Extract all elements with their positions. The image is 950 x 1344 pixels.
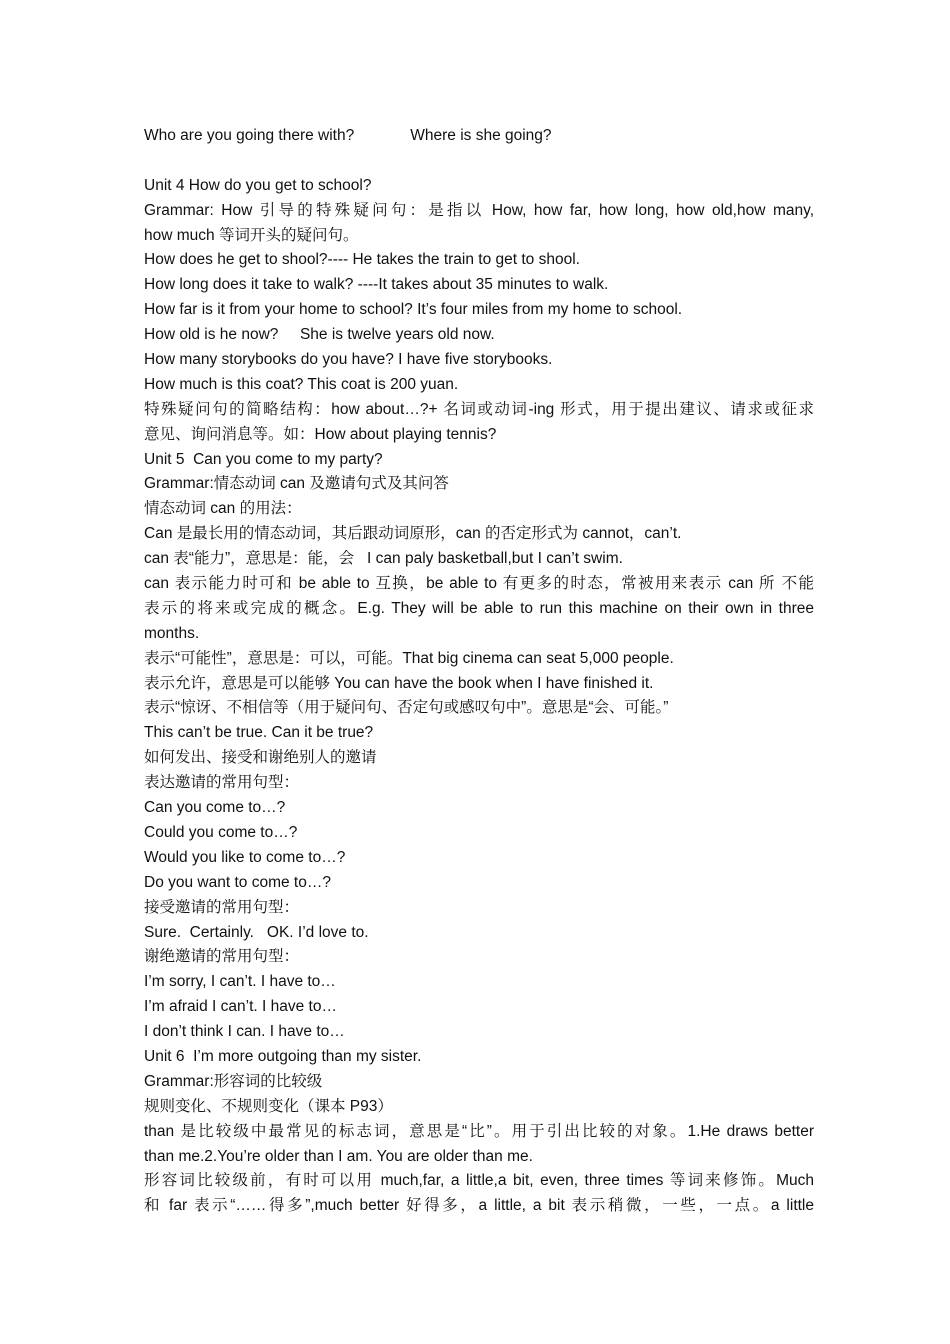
text-line: Sure. Certainly. OK. I’d love to. (144, 923, 369, 941)
text-line: than me.2.You’re older than I am. You are older than me. (144, 1147, 533, 1165)
text-line: how much 等词开头的疑问句。 (144, 226, 359, 244)
text-line: How far is it from your home to school? It’s four miles from my home to school. (144, 301, 683, 319)
text-line: 形容词比较级前，有时可以用 much,far, a little,a bit, even, three times 等词来修饰。Much (144, 1172, 814, 1190)
text-line: This can’t be true. Can it be true? (144, 724, 374, 742)
text-line: How long does it take to walk? ----It takes about 35 minutes to walk. (144, 276, 609, 294)
text-line: How old is he now? She is twelve years old now. (144, 326, 495, 344)
text-line: I’m sorry, I can’t. I have to… (144, 973, 336, 991)
text-line: 表示允许，意思是可以能够 You can have the book when I have finished it. (144, 674, 654, 692)
text-line: can 表“能力”，意思是：能，会 I can paly basketball,but I can’t swim. (144, 550, 623, 568)
blank-line (144, 149, 814, 174)
text-line: How many storybooks do you have? I have five storybooks. (144, 351, 553, 369)
text-line: How much is this coat? This coat is 200 yuan. (144, 375, 459, 393)
text-line: Can 是最长用的情态动词，其后跟动词原形，can 的否定形式为 cannot，can’t. (144, 525, 682, 543)
text-line-questions (144, 124, 814, 149)
text-line: How does he get to shool?---- He takes the train to get to shool. (144, 251, 580, 269)
text-line: Can you come to…? (144, 799, 286, 817)
grammar-line: Grammar: How 引导的特殊疑问句：是指以 How, how far, how long, how old,how many, (144, 201, 814, 219)
text-line: 表达邀请的常用句型： (144, 774, 300, 792)
text-line: 意见、询问消息等。如：How about playing tennis? (144, 425, 497, 443)
grammar-line: Grammar:情态动词 can 及邀请句式及其问答 (144, 475, 449, 493)
question-where-going: Where is she going? (410, 127, 552, 144)
unit-5-heading: Unit 5 Can you come to my party? (144, 450, 383, 468)
unit-6-heading: Unit 6 I’m more outgoing than my sister. (144, 1047, 422, 1065)
text-line: 特殊疑问句的简略结构：how about…?+ 名词或动词-ing 形式，用于提出建议、请求或征求 (144, 400, 814, 418)
document-body (144, 124, 814, 1219)
text-line: 规则变化、不规则变化（课本 P93） (144, 1097, 393, 1115)
text-line: Would you like to come to…? (144, 848, 346, 866)
unit-4-heading: Unit 4 How do you get to school? (144, 176, 372, 194)
text-line: months. (144, 624, 200, 642)
grammar-line: Grammar:形容词的比较级 (144, 1072, 323, 1090)
text-line: 接受邀请的常用句型： (144, 898, 300, 916)
text-line: Do you want to come to…? (144, 873, 331, 891)
text-line: 谢绝邀请的常用句型： (144, 948, 300, 966)
question-who-with: Who are you going there with? (144, 127, 355, 144)
text-line: 表示的将来或完成的概念。E.g. They will be able to run this machine on their own in three (144, 599, 814, 617)
text-line: 情态动词 can 的用法： (144, 500, 302, 518)
text-line: can 表示能力时可和 be able to 互换，be able to 有更多的时态，常被用来表示 can 所 不能 (144, 575, 814, 593)
text-line: 和 far 表示“……得多”,much better 好得多，a little, a bit 表示稍微，一些，一点。a little (144, 1197, 814, 1215)
text-line: I don’t think I can. I have to… (144, 1023, 345, 1041)
text-line: I’m afraid I can’t. I have to… (144, 998, 337, 1016)
text-line: 如何发出、接受和谢绝别人的邀请 (144, 749, 377, 767)
text-line: 表示“惊讶、不相信等（用于疑问句、否定句或感叹句中”。意思是“会、可能。” (144, 699, 669, 717)
text-line: Could you come to…? (144, 823, 298, 841)
text-line: than 是比较级中最常见的标志词，意思是“比”。用于引出比较的对象。1.He draws better (144, 1122, 814, 1140)
text-line: 表示“可能性”，意思是：可以，可能。That big cinema can seat 5,000 people. (144, 649, 674, 667)
